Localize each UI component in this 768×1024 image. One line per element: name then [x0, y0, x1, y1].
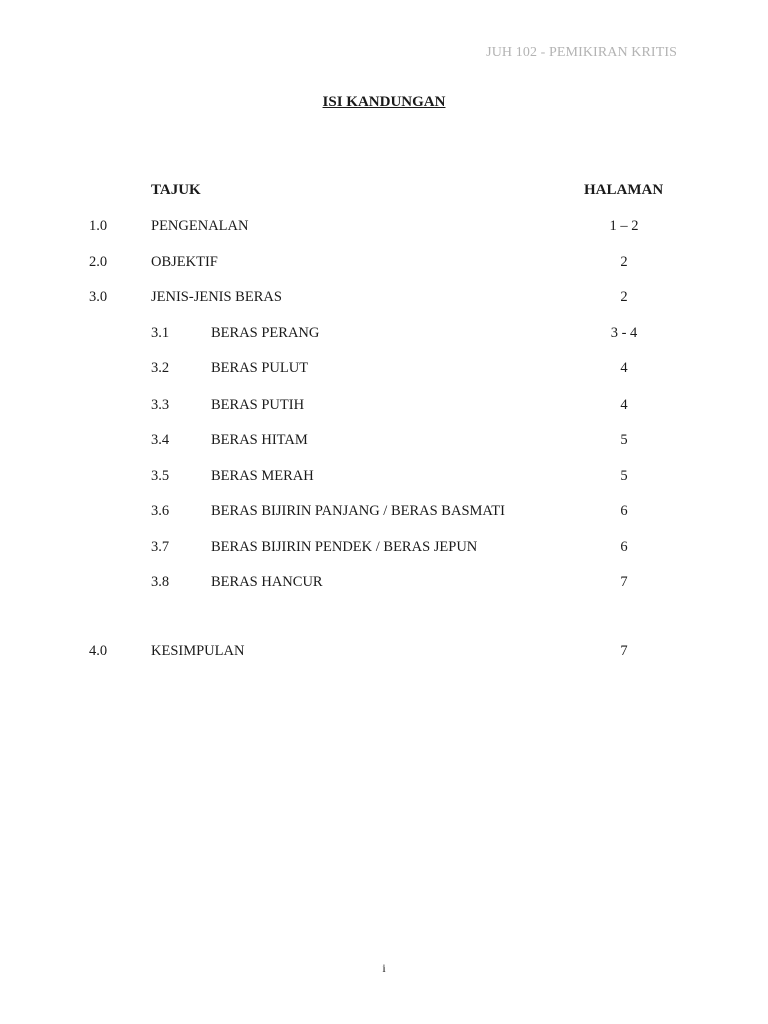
- entry-title: BERAS PULUT: [211, 360, 309, 376]
- entry-page: 6: [620, 503, 628, 519]
- entry-title: BERAS PUTIH: [211, 397, 305, 413]
- entry-page: 2: [620, 289, 628, 305]
- toc-subentry: [0, 574, 768, 594]
- toc-subentry: [0, 360, 768, 380]
- entry-page: 1 – 2: [609, 218, 639, 234]
- column-header-page: HALAMAN: [584, 182, 664, 198]
- toc-subentry: [0, 503, 768, 523]
- entry-number: 3.5: [151, 468, 170, 484]
- entry-number: 3.8: [151, 574, 170, 590]
- toc-subentry: [0, 397, 768, 417]
- entry-title: JENIS-JENIS BERAS: [151, 289, 282, 305]
- entry-number: 3.1: [151, 325, 170, 341]
- toc-entry: [0, 289, 768, 309]
- entry-page: 7: [620, 643, 628, 659]
- entry-title: BERAS BIJIRIN PENDEK / BERAS JEPUN: [211, 539, 478, 555]
- entry-title: PENGENALAN: [151, 218, 249, 234]
- entry-title: BERAS HANCUR: [211, 574, 323, 590]
- toc-entry: [0, 218, 768, 238]
- toc-entry: [0, 643, 768, 663]
- entry-title: BERAS PERANG: [211, 325, 320, 341]
- entry-page: 5: [620, 432, 628, 448]
- entry-title: BERAS BIJIRIN PANJANG / BERAS BASMATI: [211, 503, 505, 519]
- entry-number: 2.0: [89, 254, 108, 270]
- entry-page: 6: [620, 539, 628, 555]
- entry-page: 4: [620, 360, 628, 376]
- entry-number: 3.7: [151, 539, 170, 555]
- toc-subentry: [0, 325, 768, 345]
- entry-page: 3 - 4: [610, 325, 638, 341]
- entry-title: BERAS MERAH: [211, 468, 314, 484]
- entry-number: 3.2: [151, 360, 170, 376]
- page-header: JUH 102 - PEMIKIRAN KRITIS: [486, 45, 677, 60]
- entry-number: 3.3: [151, 397, 170, 413]
- entry-title: KESIMPULAN: [151, 643, 245, 659]
- column-header-topic: TAJUK: [151, 182, 201, 198]
- entry-page: 5: [620, 468, 628, 484]
- page-number: i: [382, 961, 386, 975]
- entry-number: 3.6: [151, 503, 170, 519]
- toc-entry: [0, 254, 768, 274]
- page-title: ISI KANDUNGAN: [322, 94, 446, 110]
- toc-subentry: [0, 468, 768, 488]
- entry-page: 7: [620, 574, 628, 590]
- entry-number: 3.0: [89, 289, 108, 305]
- toc-subentry: [0, 539, 768, 559]
- entry-number: 4.0: [89, 643, 108, 659]
- entry-number: 1.0: [89, 218, 108, 234]
- entry-number: 3.4: [151, 432, 170, 448]
- toc-subentry: [0, 432, 768, 452]
- entry-title: BERAS HITAM: [211, 432, 308, 448]
- entry-page: 2: [620, 254, 628, 270]
- entry-title: OBJEKTIF: [151, 254, 218, 270]
- entry-page: 4: [620, 397, 628, 413]
